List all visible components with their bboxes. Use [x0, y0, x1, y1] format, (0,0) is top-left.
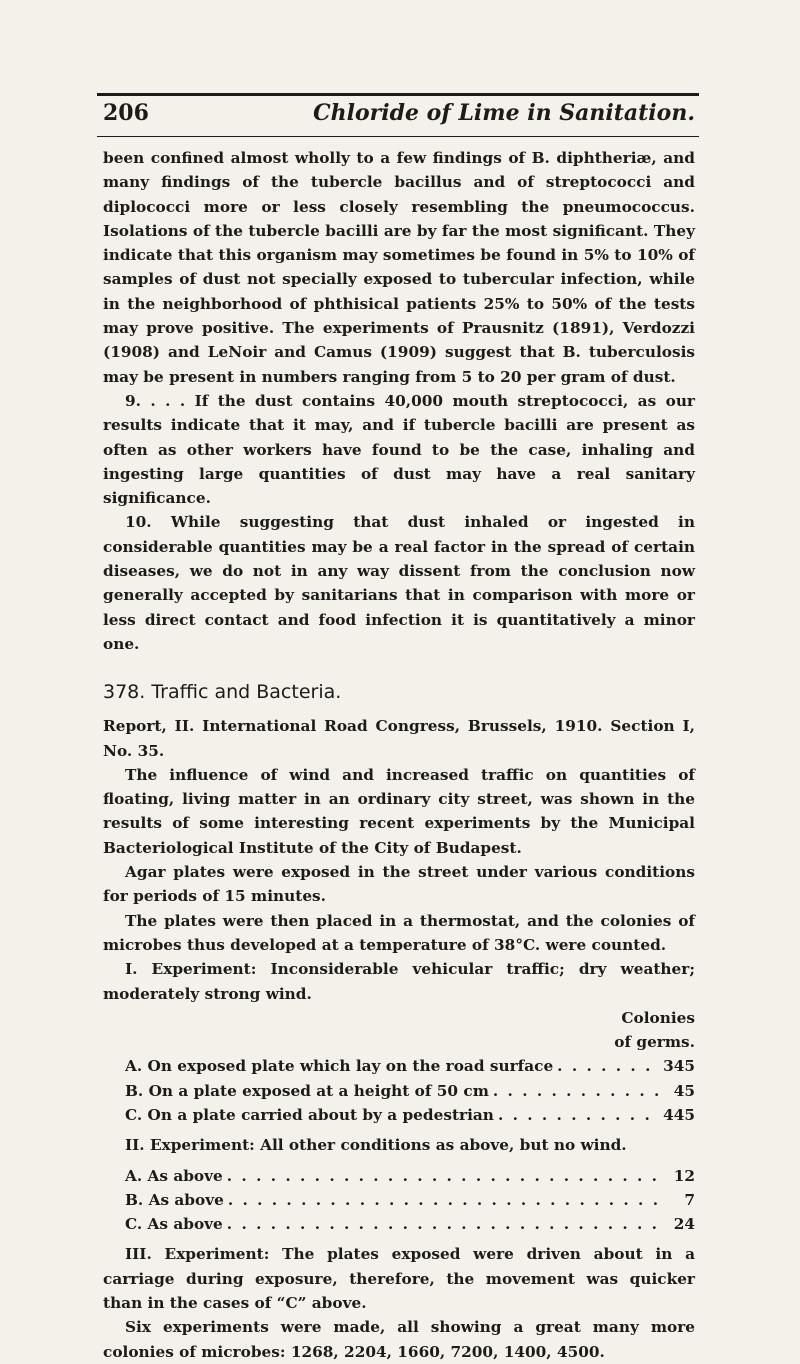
leader-dots — [498, 1103, 659, 1127]
leader-dots — [228, 1188, 661, 1212]
paragraph-continued: been confined almost wholly to a few findings of B. diphtheriæ, and many findings of the tubercle bacillus and of streptococci and diplococci more or less closely resembling the pneumococcus. Isolations of the tubercle bacilli are by far the most significant. They indicate that this organism may sometimes be found in 5% to 10% of samples of dust not specially exposed to tubercular infection, while in the neighborhood of phthisical patients 25% to 50% of the tests may prove positive. The experiments of Prausnitz (1891), Verdozzi (1908) and LeNoir and Camus (1909) suggest that B. tuberculosis may be present in numbers ranging from 5 to 20 per gram of dust. — [103, 149, 695, 386]
table-row — [103, 1103, 695, 1127]
table-row — [103, 1188, 695, 1212]
row-value: 12 — [673, 1166, 695, 1185]
row-label: B. On a plate exposed at a height of 50 cm — [125, 1081, 489, 1100]
experiment-1-text: I. Experiment: Inconsiderable vehicular traffic; dry weather; moderately strong wind. — [103, 960, 695, 1003]
row-label: A. On exposed plate which lay on the road surface — [125, 1057, 554, 1076]
section-heading: 378. Traffic and Bacteria. — [103, 681, 342, 704]
section-paragraph: Agar plates were exposed in the street under various conditions for periods of 15 minutes. — [103, 863, 695, 906]
row-value: 445 — [663, 1105, 695, 1124]
experiment-2-text: II. Experiment: All other conditions as above, but no wind. — [125, 1136, 627, 1155]
table-row — [103, 1079, 695, 1103]
row-label: C. On a plate carried about by a pedestrian — [125, 1105, 494, 1124]
experiment-3-text: III. Experiment: The plates exposed were driven about in a carriage during exposure, therefore, the movement was quicker than in the cases of “C” above. — [103, 1245, 695, 1313]
header-rule — [97, 136, 699, 137]
section-paragraph: The influence of wind and increased traffic on quantities of floating, living matter in an ordinary city street, was shown in the results of some interesting recent experiments by the Municipal Bacteriological Institute of the City of Budapest. — [103, 765, 695, 857]
page-body — [103, 146, 695, 1364]
column-header: Colonies of germs. — [614, 1008, 695, 1052]
closing-paragraph: Six experiments were made, all showing a great many more colonies of microbes: 1268, 2204, 1660, 7200, 1400, 4500. — [103, 1318, 695, 1361]
row-value: 7 — [684, 1190, 695, 1209]
leader-dots — [227, 1164, 661, 1188]
row-value: 45 — [673, 1081, 695, 1100]
leader-dots — [557, 1054, 659, 1078]
row-label: B. As above — [125, 1190, 224, 1209]
row-value: 24 — [673, 1215, 695, 1234]
leader-dots — [493, 1079, 661, 1103]
section-citation: Report, II. International Road Congress, Brussels, 1910. Section I, No. 35. — [103, 717, 695, 760]
row-value: 345 — [663, 1057, 695, 1076]
table-row — [103, 1054, 695, 1078]
page-header — [103, 100, 695, 134]
section-paragraph: The plates were then placed in a thermostat, and the colonies of microbes thus developed at a temperature of 38°C. were counted. — [103, 911, 695, 954]
table-row — [103, 1212, 695, 1236]
header-top-rule — [97, 93, 699, 96]
row-label: C. As above — [125, 1215, 223, 1234]
running-title: Chloride of Lime in Sanitation. — [313, 100, 695, 126]
paragraph-point-10: 10. While suggesting that dust inhaled or ingested in considerable quantities may be a real factor in the spread of certain diseases, we do not in any way dissent from the conclusion now generally accepted by sanitarians that in comparison with more or less direct contact and food infection it is quantitatively a minor one. — [103, 513, 695, 653]
table-row — [103, 1164, 695, 1188]
page-number: 206 — [103, 100, 149, 126]
paragraph-point-9: 9. . . . If the dust contains 40,000 mouth streptococci, as our results indicate that it may, and if tubercle bacilli are present as often as other workers have found to be the case, inhaling and ingesting large quantities of dust may have a real sanitary significance. — [103, 391, 695, 508]
row-label: A. As above — [125, 1166, 223, 1185]
leader-dots — [227, 1212, 661, 1236]
